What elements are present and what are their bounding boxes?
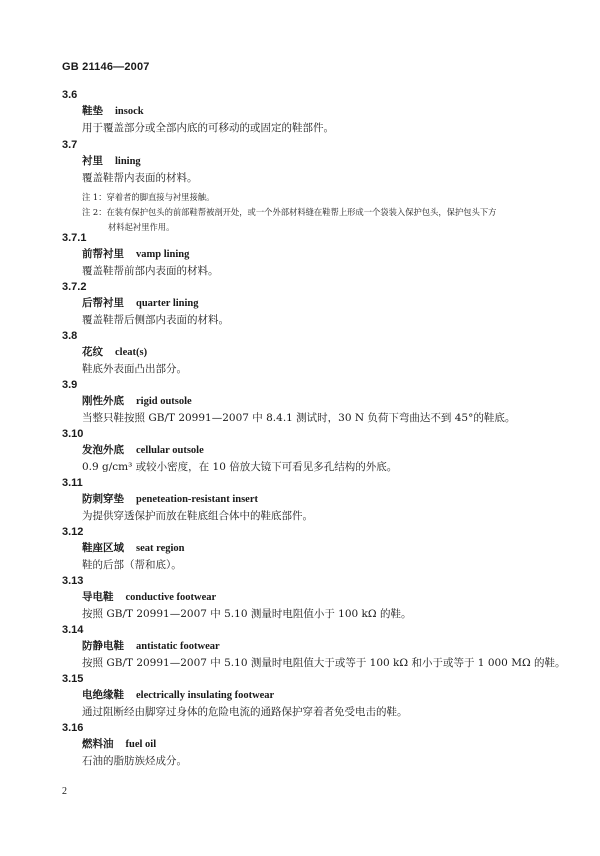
term-definition: 用于覆盖部分或全部内底的可移动的或固定的鞋部件。 [82, 122, 334, 134]
term-en: cellular outsole [136, 445, 204, 456]
term-heading [82, 393, 562, 410]
clause-number: 3.11 [62, 477, 83, 489]
term-en: conductive footwear [125, 592, 217, 603]
term-entry-3-16 [62, 720, 562, 770]
clause-number: 3.7 [62, 139, 78, 151]
term-zh: 发泡外底 [82, 444, 124, 456]
term-zh: 前帮衬里 [82, 248, 124, 260]
term-en: fuel oil [125, 739, 157, 750]
term-en: insock [115, 106, 144, 117]
term-entry-3-6 [62, 87, 562, 137]
term-zh: 刚性外底 [82, 395, 124, 407]
term-zh: 后帮衬里 [82, 297, 124, 309]
term-entry-3-13 [62, 573, 562, 623]
clause-number: 3.7.1 [62, 232, 87, 244]
term-heading [82, 491, 562, 508]
clause-number: 3.10 [62, 428, 84, 440]
term-entry-3-8 [62, 328, 562, 378]
term-zh: 防静电鞋 [82, 640, 124, 652]
term-zh: 鞋座区域 [82, 542, 124, 554]
term-zh: 燃料油 [82, 738, 114, 750]
document-header: GB 21146—2007 [62, 61, 150, 73]
note-2-continued: 材料起衬里作用。 [108, 222, 175, 232]
clause-number: 3.16 [62, 722, 84, 734]
term-definition: 鞋底外表面凸出部分。 [82, 363, 187, 375]
term-entry-3-11 [62, 475, 562, 525]
term-en: electrically insulating footwear [136, 690, 275, 701]
term-heading [82, 344, 562, 361]
term-entry-3-14 [62, 622, 566, 672]
clause-number: 3.13 [62, 575, 84, 587]
term-en: peneteation-resistant insert [136, 494, 258, 505]
term-definition: 为提供穿透保护而放在鞋底组合体中的鞋底部件。 [82, 510, 313, 522]
clause-number: 3.6 [62, 89, 78, 101]
term-en: quarter lining [136, 298, 199, 309]
term-en: vamp lining [136, 249, 190, 260]
term-heading [82, 687, 562, 704]
term-entry-3-7 [62, 137, 562, 234]
term-en: seat region [136, 543, 185, 554]
term-definition: 0.9 g/cm³ 或较小密度，在 10 倍放大镜下可看见多孔结构的外底。 [82, 461, 398, 473]
term-heading [82, 540, 562, 557]
clause-number: 3.7.2 [62, 281, 87, 293]
term-heading [82, 638, 562, 655]
term-definition: 石油的脂肪族烃成分。 [82, 755, 187, 767]
term-heading [82, 589, 562, 606]
term-definition: 按照 GB/T 20991—2007 中 5.10 测量时电阻值大于或等于 100 kΩ 和小于或等于 1 000 MΩ 的鞋。 [82, 657, 566, 669]
term-definition: 按照 GB/T 20991—2007 中 5.10 测量时电阻值小于 100 kΩ 的鞋。 [82, 608, 412, 620]
term-definition: 通过阻断经由脚穿过身体的危险电流的通路保护穿着者免受电击的鞋。 [82, 706, 408, 718]
term-heading [82, 442, 562, 459]
term-definition: 覆盖鞋帮后侧部内表面的材料。 [82, 314, 229, 326]
term-en: antistatic footwear [136, 641, 220, 652]
term-zh: 鞋垫 [82, 105, 103, 117]
term-heading [82, 736, 562, 753]
clause-number: 3.12 [62, 526, 84, 538]
term-zh: 导电鞋 [82, 591, 114, 603]
term-entry-3-12 [62, 524, 562, 574]
term-definition: 当整只鞋按照 GB/T 20991—2007 中 8.4.1 测试时，30 N 负荷下弯曲达不到 45°的鞋底。 [82, 412, 516, 424]
term-heading [82, 103, 562, 120]
term-heading [82, 246, 562, 263]
term-zh: 防刺穿垫 [82, 493, 124, 505]
term-heading [82, 295, 562, 312]
clause-number: 3.14 [62, 624, 84, 636]
term-entry-3-9 [62, 377, 562, 427]
term-definition: 覆盖鞋帮前部内表面的材料。 [82, 265, 219, 277]
term-en: lining [115, 156, 141, 167]
term-entry-3-10 [62, 426, 562, 476]
term-entry-3-7-2 [62, 279, 562, 329]
page-number: 2 [62, 786, 67, 797]
note-1: 注 1：穿着者的脚直接与衬里接触。 [82, 192, 215, 202]
note-2: 注 2：在装有保护包头的前部鞋帮被剖开处，或一个外部材料缝在鞋帮上形成一个袋装入保护包头，保护包头下方 [82, 207, 497, 217]
term-en: cleat(s) [115, 347, 148, 358]
term-zh: 衬里 [82, 155, 103, 167]
clause-number: 3.9 [62, 379, 78, 391]
term-heading [82, 153, 562, 170]
term-zh: 花纹 [82, 346, 103, 358]
term-definition: 鞋的后部（帮和底）。 [82, 559, 182, 571]
term-entry-3-15 [62, 671, 562, 721]
term-entry-3-7-1 [62, 230, 562, 280]
term-zh: 电绝缘鞋 [82, 689, 124, 701]
term-en: rigid outsole [136, 396, 192, 407]
clause-number: 3.8 [62, 330, 78, 342]
clause-number: 3.15 [62, 673, 84, 685]
term-definition: 覆盖鞋帮内表面的材料。 [82, 172, 198, 184]
